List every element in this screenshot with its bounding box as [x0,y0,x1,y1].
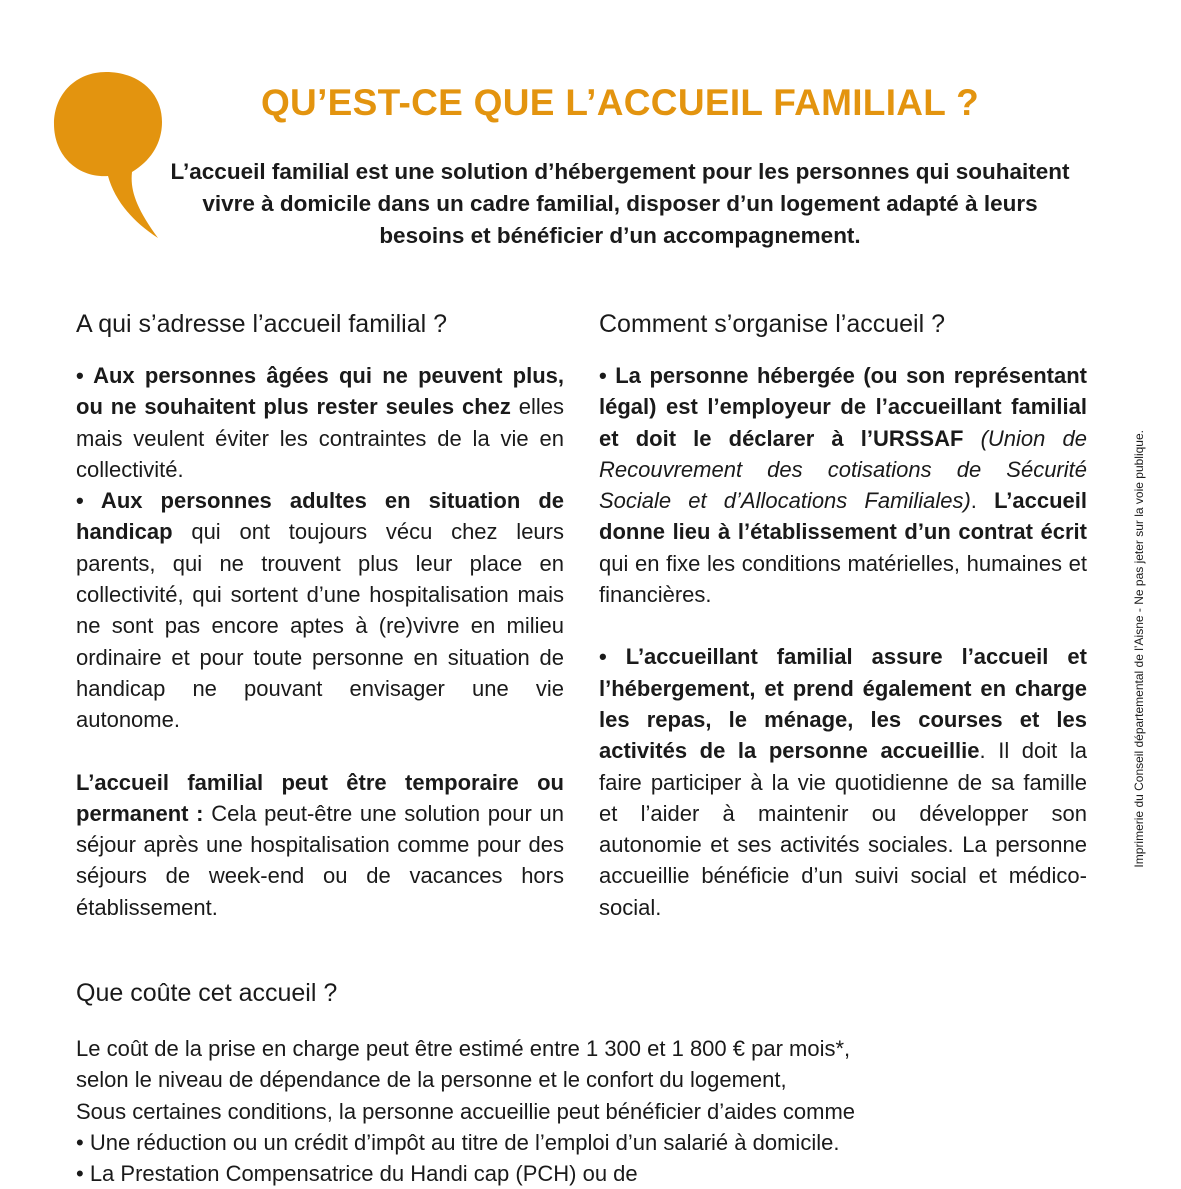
right-paragraph-employer: • La personne hébergée (ou son représentant légal) est l’employeur de l’accueillant familial et doit le déclarer à l’URSSAF (Union de Recouvrement des cotisations de Sécurité Sociale et d’Allocations Familiales). L’accueil donne lieu à l’établissement d’un contrat écrit qui en fixe les conditions matérielles, humaines et financières. [599,363,1088,608]
cost-section [76,975,1086,1189]
right-column [599,306,1087,923]
cost-line: Le coût de la prise en charge peut être estimé entre 1 300 et 1 800 € par mois*, [76,1036,851,1061]
intro-text: L’accueil familial est une solution d’hébergement pour les personnes qui souhaitent vivre à domicile dans un cadre familial, disposer d’un logement adapté à leurs besoins et bénéficier d’un accompagnement. [170,159,1070,248]
cost-line: selon le niveau de dépendance de la personne et le confort du logement, [76,1067,787,1093]
side-print-note: Imprimerie du Conseil départemental de l’Aisne - Ne pas jeter sur la voie publique. [1132,430,1146,868]
left-paragraph-elderly: • Aux personnes âgées qui ne peuvent plus, ou ne souhaitent plus rester seules chez elles mais veulent éviter les contraintes de la vie en collectivité. [76,363,565,482]
cost-heading: Que coûte cet accueil ? [76,979,338,1007]
right-paragraph-host: • L’accueillant familial assure l’accueil et l’hébergement, et prend également en charge les repas, le ménage, les courses et les activités de la personne accueillie. Il doit la faire participer à la vie quotidienne de sa famille et l’aider à maintenir ou développer son autonomie et ses activités sociales. La personne accueillie bénéficie d’un suivi social et médico-social. [599,644,1087,920]
left-heading: A qui s’adresse l’accueil familial ? [76,310,448,338]
left-paragraph-duration: L’accueil familial peut être temporaire ou permanent : Cela peut-être une solution pour un séjour après une hospitalisation comme pour des séjours de week-end ou de vacances hors établissement. [76,769,564,920]
quote-mark-icon [52,68,164,243]
cost-line: • La Prestation Compensatrice du Handi cap (PCH) ou de [76,1161,638,1187]
cost-line: • Une réduction ou un crédit d’impôt au titre de l’emploi d’un salarié à domicile. [76,1129,840,1155]
left-paragraph-disability: • Aux personnes adultes en situation de handicap qui ont toujours vécu chez leurs parents, qui ne trouvent plus leur place en collectivité, qui sortent d’une hospitalisation mais ne sont pas encore aptes à (re)vivre en milieu ordinaire et pour toute personne en situation de handicap ne pouvant envisager une vie autonome. [76,488,564,733]
left-column [76,306,564,923]
cost-line: Sous certaines conditions, la personne accueillie peut bénéficier d’aides comme [76,1098,856,1124]
page-title: QU’EST-CE QUE L’ACCUEIL FAMILIAL ? [260,82,980,123]
right-heading: Comment s’organise l’accueil ? [599,310,945,338]
